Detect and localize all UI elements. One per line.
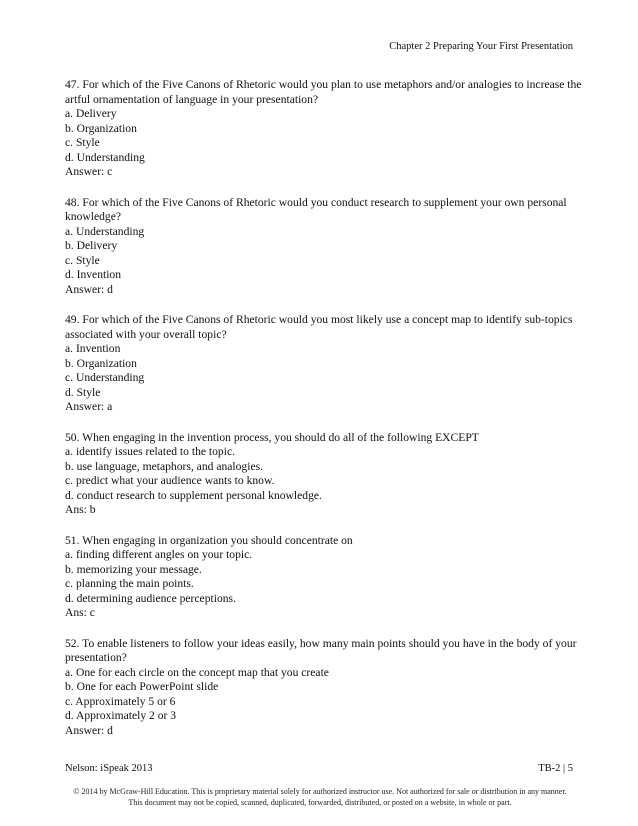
option-a: a. identify issues related to the topic. bbox=[65, 445, 235, 458]
option-d: d. conduct research to supplement personal knowledge. bbox=[65, 488, 322, 502]
option-c: c. planning the main points. bbox=[65, 577, 194, 590]
option-d: d. determining audience perceptions. bbox=[65, 591, 236, 605]
option-d: d. Style bbox=[65, 385, 101, 399]
question-50 bbox=[65, 431, 585, 518]
question-text: 49. For which of the Five Canons of Rhetoric would you most likely use a concept map to identify sub-topics associated with your overall topic? bbox=[65, 313, 573, 341]
question-52 bbox=[65, 637, 585, 739]
question-list bbox=[65, 78, 585, 754]
answer-key: Answer: a bbox=[65, 400, 113, 413]
option-c: c. Understanding bbox=[65, 371, 145, 384]
option-a: a. One for each circle on the concept map that you create bbox=[65, 665, 329, 679]
option-a: a. Understanding bbox=[65, 224, 145, 238]
question-text: 47. For which of the Five Canons of Rhetoric would you plan to use metaphors and/or analogies to increase the artful ornamentation of language in your presentation? bbox=[65, 78, 582, 106]
option-b: b. Delivery bbox=[65, 239, 118, 252]
footer-page-number: TB-2 | 5 bbox=[538, 763, 573, 774]
copyright-notice: © 2014 by McGraw-Hill Education. This is proprietary material solely for authorized instructor use. Not authorized for sale or distribution in any manner. This document may not be copied, scanned, duplicated, forwarded, distributed, or posted on a website, in whole or part. bbox=[73, 787, 567, 807]
option-a: a. finding different angles on your topic. bbox=[65, 548, 253, 561]
question-text: 52. To enable listeners to follow your ideas easily, how many main points should you have in the body of your presentation? bbox=[65, 636, 577, 664]
page-header: Chapter 2 Preparing Your First Presentation bbox=[389, 41, 573, 52]
question-47 bbox=[65, 78, 585, 180]
question-text: 51. When engaging in organization you should concentrate on bbox=[65, 533, 353, 547]
answer-key: Answer: c bbox=[65, 165, 113, 178]
question-49 bbox=[65, 313, 585, 415]
question-text: 50. When engaging in the invention process, you should do all of the following EXCEPT bbox=[65, 430, 479, 444]
question-51 bbox=[65, 534, 585, 621]
answer-key: Ans: b bbox=[65, 503, 96, 516]
answer-key: Answer: d bbox=[65, 723, 113, 737]
option-b: b. use language, metaphors, and analogies. bbox=[65, 459, 263, 473]
answer-key: Ans: c bbox=[65, 606, 95, 619]
option-a: a. Delivery bbox=[65, 107, 117, 120]
option-d: d. Approximately 2 or 3 bbox=[65, 709, 177, 722]
option-d: d. Invention bbox=[65, 268, 122, 281]
answer-key: Answer: d bbox=[65, 282, 113, 296]
option-b: b. Organization bbox=[65, 356, 137, 370]
question-48 bbox=[65, 196, 585, 298]
option-d: d. Understanding bbox=[65, 150, 145, 164]
option-c: c. predict what your audience wants to know. bbox=[65, 474, 275, 487]
footer-book-title: Nelson: iSpeak 2013 bbox=[65, 763, 153, 774]
option-b: b. memorizing your message. bbox=[65, 562, 202, 576]
option-c: c. Style bbox=[65, 136, 100, 149]
option-c: c. Approximately 5 or 6 bbox=[65, 694, 176, 708]
question-text: 48. For which of the Five Canons of Rhetoric would you conduct research to supplement your own personal knowledge? bbox=[65, 195, 567, 223]
option-c: c. Style bbox=[65, 253, 100, 267]
option-b: b. Organization bbox=[65, 121, 137, 135]
option-a: a. Invention bbox=[65, 342, 121, 355]
option-b: b. One for each PowerPoint slide bbox=[65, 680, 219, 693]
